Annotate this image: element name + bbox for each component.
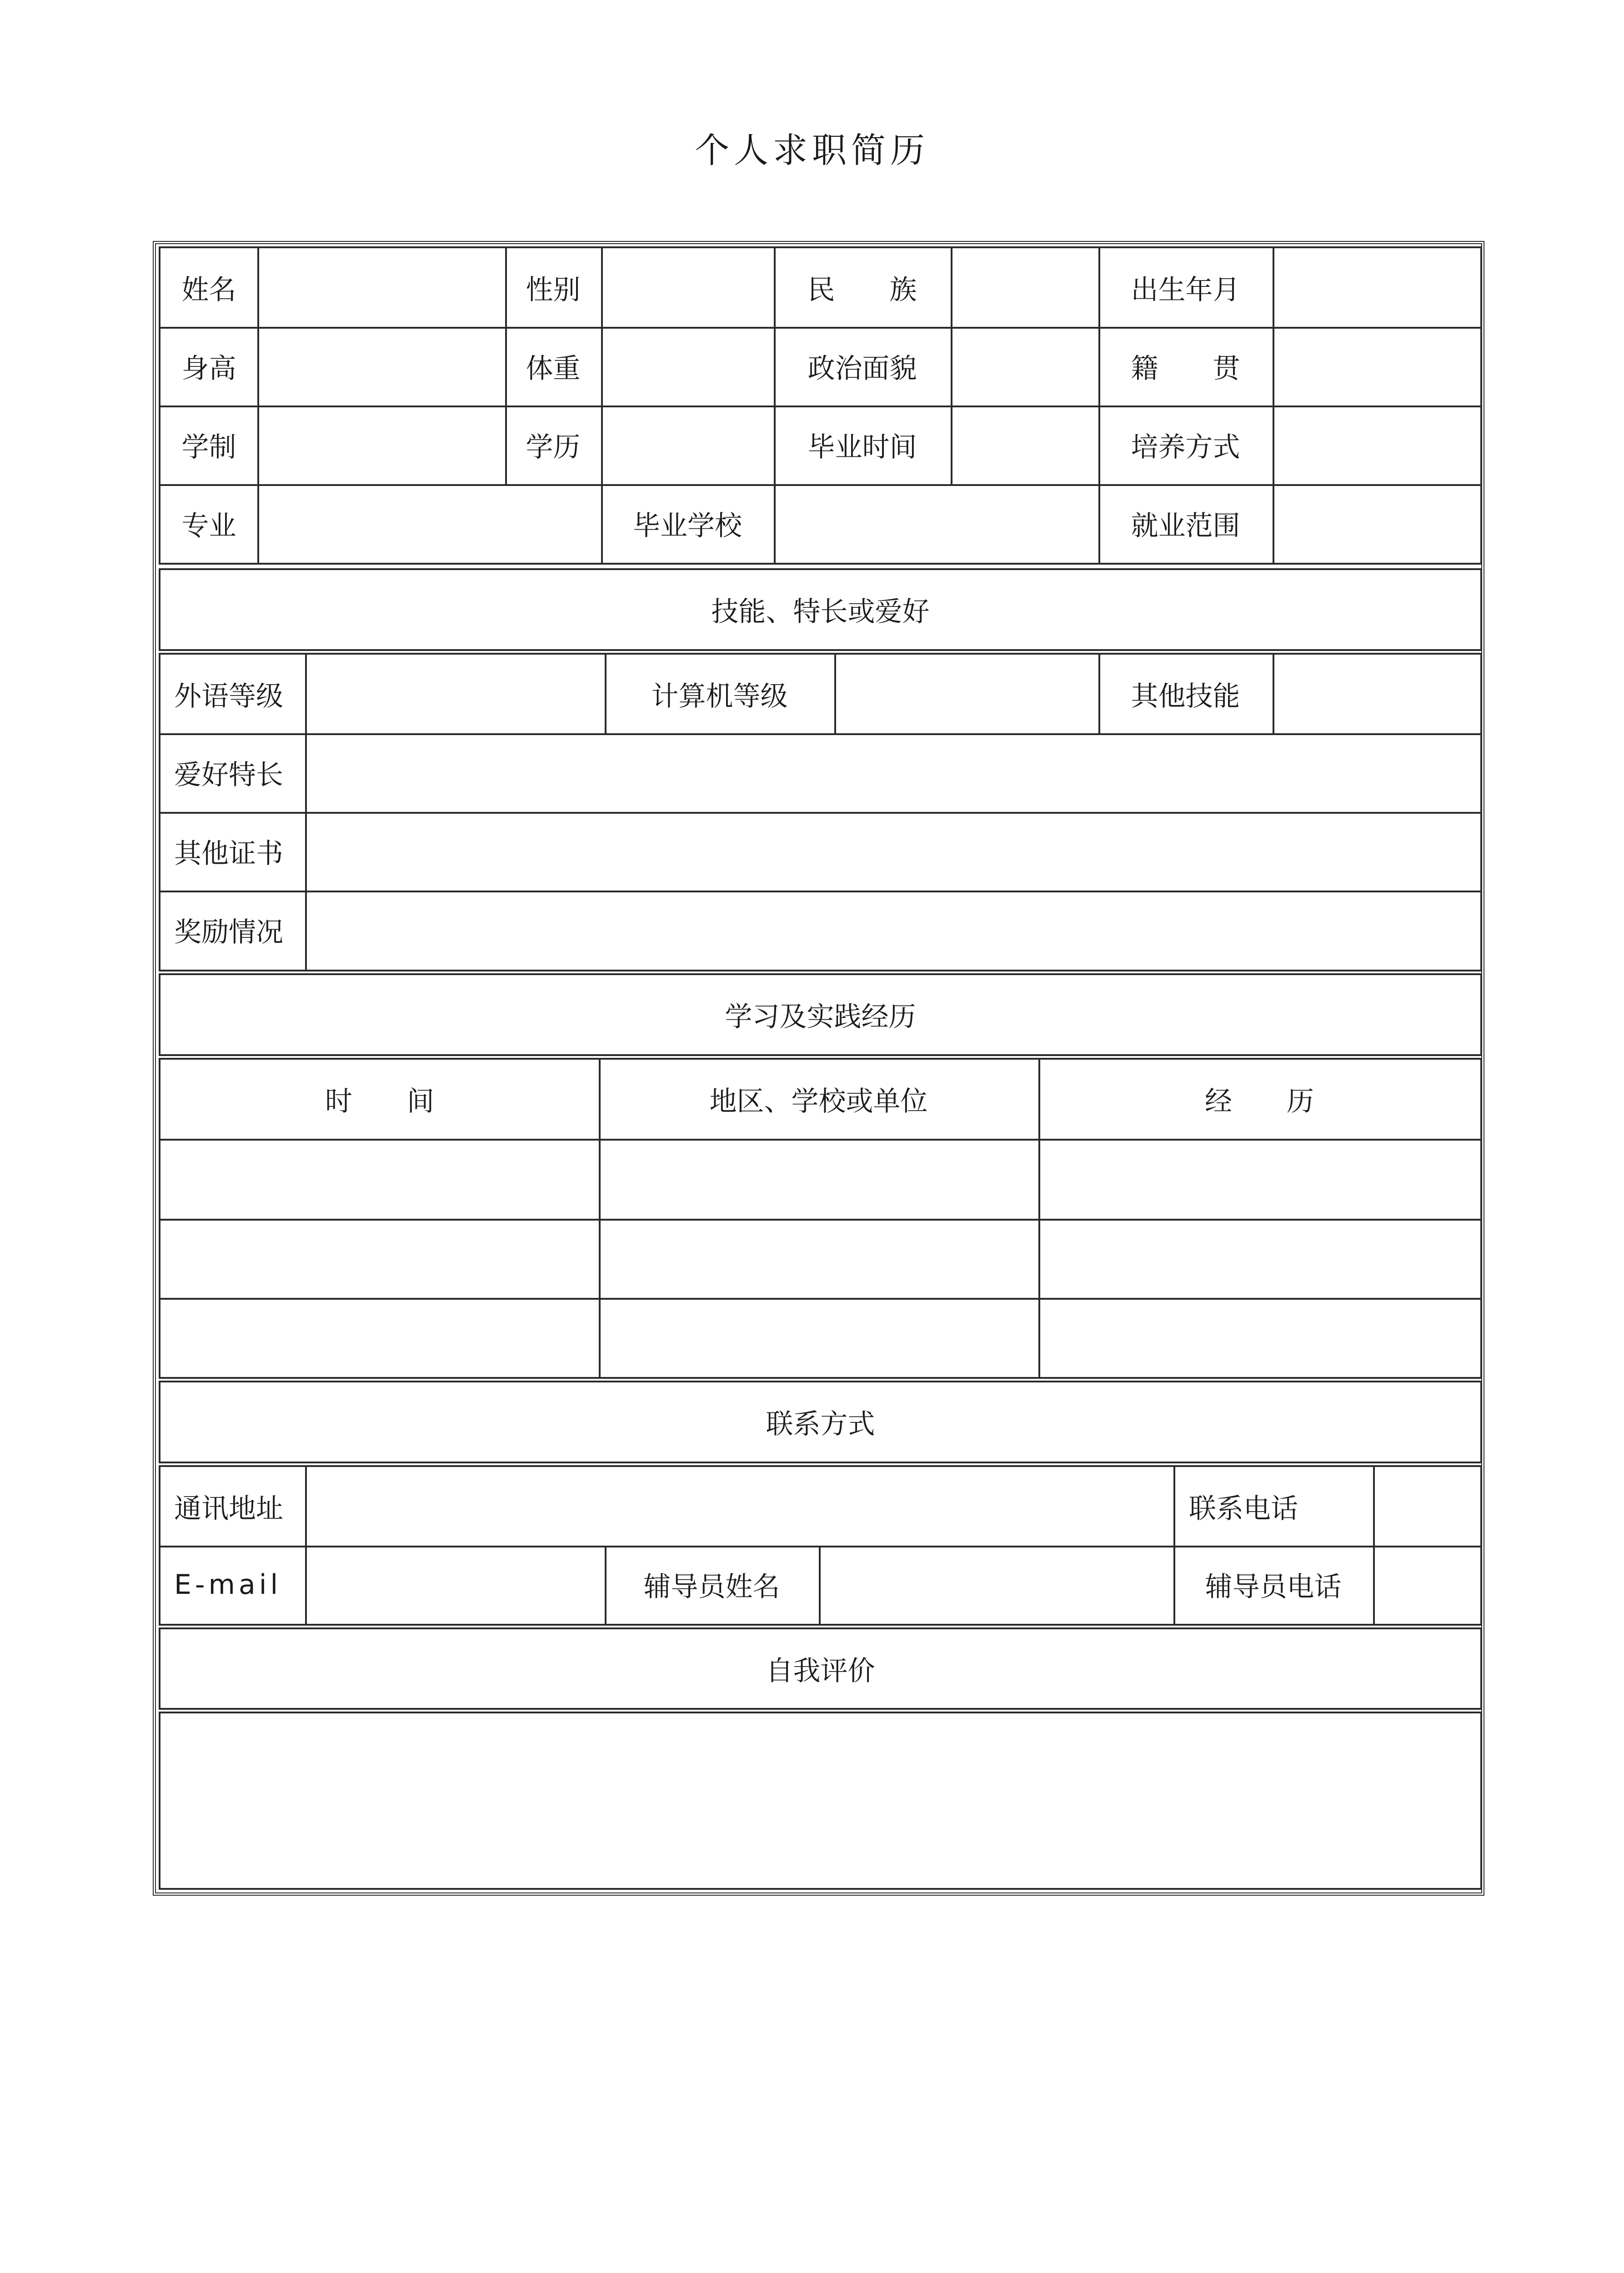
skills-section-title: 技能、特长或爱好	[711, 596, 930, 628]
awards-field[interactable]	[305, 891, 1480, 970]
experience-header-row	[159, 973, 1482, 1056]
label-graduation-school: 毕业学校	[633, 510, 742, 542]
birth-date-field[interactable]	[1273, 248, 1480, 327]
basic-info-section	[159, 246, 1482, 565]
contact-header-row	[159, 1381, 1482, 1463]
experience-institution-cell[interactable]	[599, 1219, 1038, 1298]
experience-description-cell[interactable]	[1038, 1139, 1480, 1219]
label-height: 身高	[181, 352, 236, 385]
label-awards: 奖励情况	[174, 916, 283, 948]
experience-time-cell[interactable]	[160, 1298, 599, 1377]
experience-description-cell[interactable]	[1038, 1298, 1480, 1377]
ethnicity-field[interactable]	[951, 248, 1098, 327]
label-email: E-mail	[174, 1569, 282, 1601]
skills-section	[159, 653, 1482, 971]
self-evaluation-header-row	[159, 1627, 1482, 1710]
label-ethnicity: 民 族	[807, 274, 917, 306]
label-native-place: 籍 贯	[1131, 352, 1240, 385]
label-other-certificates: 其他证书	[174, 837, 283, 870]
mailing-address-field[interactable]	[305, 1467, 1173, 1546]
hobbies-field[interactable]	[305, 733, 1480, 812]
graduation-school-field[interactable]	[774, 484, 1098, 563]
counselor-phone-field[interactable]	[1373, 1546, 1480, 1624]
experience-table	[159, 1058, 1482, 1379]
other-certificates-field[interactable]	[305, 812, 1480, 891]
counselor-name-field[interactable]	[819, 1546, 1173, 1624]
label-contact-phone: 联系电话	[1189, 1492, 1298, 1525]
experience-institution-cell[interactable]	[599, 1298, 1038, 1377]
employment-scope-field[interactable]	[1273, 484, 1480, 563]
experience-time-cell[interactable]	[160, 1219, 599, 1298]
label-gender: 性别	[526, 274, 581, 306]
training-mode-field[interactable]	[1273, 406, 1480, 484]
contact-section	[159, 1465, 1482, 1626]
major-field[interactable]	[257, 484, 601, 563]
label-political-status: 政治面貌	[807, 352, 917, 385]
other-skills-field[interactable]	[1273, 655, 1480, 733]
label-birth-date: 出生年月	[1131, 274, 1240, 306]
column-header-experience: 经 历	[1205, 1086, 1314, 1117]
label-mailing-address: 通讯地址	[174, 1492, 283, 1525]
label-computer-level: 计算机等级	[651, 680, 788, 712]
schooling-length-field[interactable]	[257, 406, 505, 484]
label-weight: 体重	[526, 352, 581, 385]
label-education: 学历	[526, 431, 581, 463]
label-hobbies: 爱好特长	[174, 759, 283, 791]
column-header-institution: 地区、学校或单位	[709, 1086, 928, 1117]
label-graduation-time: 毕业时间	[807, 431, 917, 463]
self-evaluation-section-title: 自我评价	[766, 1655, 875, 1687]
self-evaluation-box[interactable]	[159, 1712, 1482, 1890]
label-name: 姓名	[181, 274, 236, 306]
email-field[interactable]	[305, 1546, 605, 1624]
experience-description-cell[interactable]	[1038, 1219, 1480, 1298]
label-major: 专业	[181, 510, 236, 542]
skills-header-row	[159, 568, 1482, 651]
foreign-language-level-field[interactable]	[305, 655, 605, 733]
label-counselor-name: 辅导员姓名	[643, 1571, 780, 1603]
computer-level-field[interactable]	[834, 655, 1098, 733]
page-title: 个人求职简历	[695, 130, 929, 170]
contact-phone-field[interactable]	[1373, 1467, 1480, 1546]
weight-field[interactable]	[601, 327, 774, 406]
political-status-field[interactable]	[951, 327, 1098, 406]
name-field[interactable]	[257, 248, 505, 327]
label-other-skills: 其他技能	[1131, 680, 1240, 712]
education-field[interactable]	[601, 406, 774, 484]
label-schooling-length: 学制	[181, 431, 236, 463]
native-place-field[interactable]	[1273, 327, 1480, 406]
graduation-time-field[interactable]	[951, 406, 1098, 484]
experience-time-cell[interactable]	[160, 1139, 599, 1219]
label-counselor-phone: 辅导员电话	[1205, 1571, 1342, 1603]
gender-field[interactable]	[601, 248, 774, 327]
label-foreign-language-level: 外语等级	[174, 680, 283, 712]
height-field[interactable]	[257, 327, 505, 406]
contact-section-title: 联系方式	[766, 1408, 875, 1440]
experience-institution-cell[interactable]	[599, 1139, 1038, 1219]
label-employment-scope: 就业范围	[1131, 510, 1240, 542]
experience-section-title: 学习及实践经历	[725, 1001, 916, 1033]
label-training-mode: 培养方式	[1131, 431, 1240, 463]
column-header-time: 时 间	[325, 1086, 434, 1117]
